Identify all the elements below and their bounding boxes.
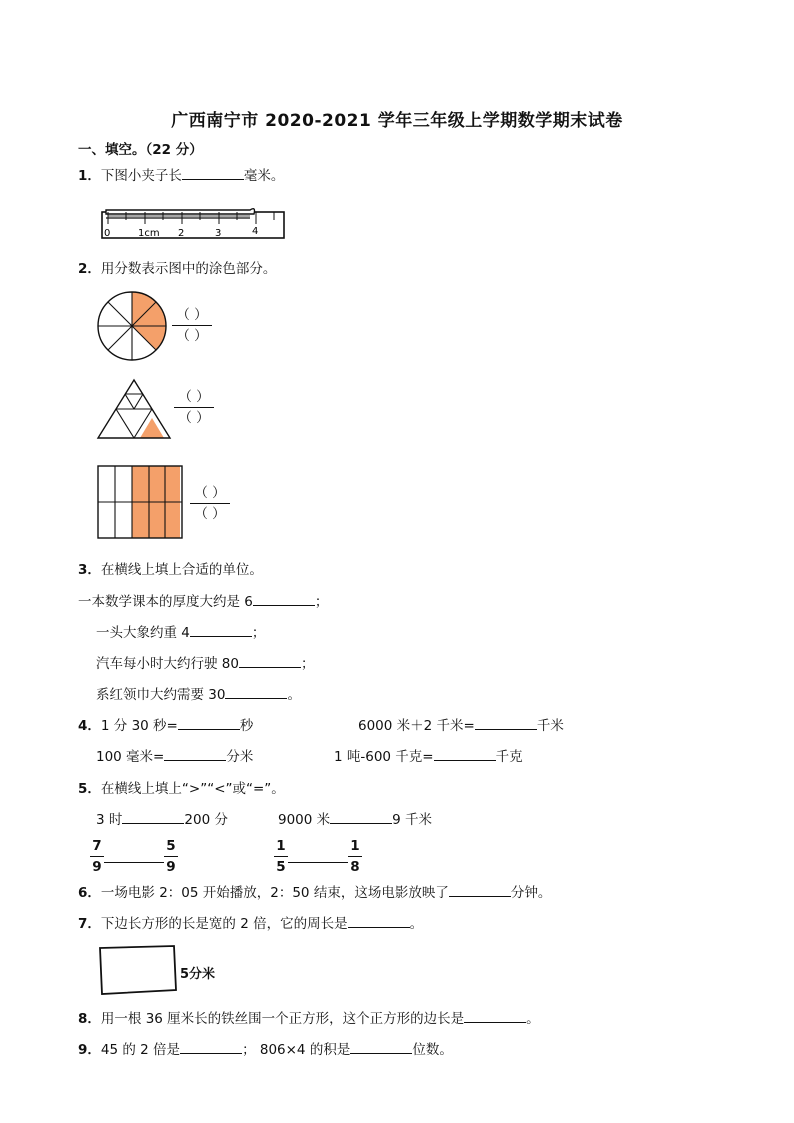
answer-blank[interactable] xyxy=(330,811,392,824)
answer-blank[interactable] xyxy=(164,748,226,761)
ruler-clip-figure xyxy=(100,198,290,246)
ruler-label-1cm: 1cm xyxy=(138,228,160,239)
rectangle-grid-figure xyxy=(96,464,184,540)
answer-blank[interactable] xyxy=(178,717,240,730)
question-4a: 4．1 分 30 秒= 秒 xyxy=(78,718,254,734)
fraction-answer[interactable]: （ ） （ ） xyxy=(174,389,214,426)
question-number: 1． xyxy=(78,168,101,184)
question-3: 3．在横线上填上合适的单位。 xyxy=(78,562,263,578)
question-7: 7．下边长方形的长是宽的 2 倍，它的周长是 。 xyxy=(78,916,424,932)
answer-blank[interactable] xyxy=(190,624,252,637)
fraction: 7 9 xyxy=(90,838,104,875)
question-9: 9．45 的 2 倍是 ； 806×4 的积是 位数。 xyxy=(78,1042,453,1058)
question-6: 6．一场电影 2：05 开始播放，2：50 结束，这场电影放映了 分钟。 xyxy=(78,885,552,901)
answer-blank[interactable] xyxy=(475,717,537,730)
q3-line: 一头大象约重 4 ； xyxy=(96,625,266,641)
question-8: 8．用一根 36 厘米长的铁丝围一个正方形，这个正方形的边长是 。 xyxy=(78,1011,540,1027)
answer-blank[interactable] xyxy=(180,1041,242,1054)
q3-line: 系红领巾大约需要 30 。 xyxy=(96,687,301,703)
q5-compare-a: 3 时 200 分 xyxy=(96,812,228,828)
question-4d: 1 吨-600 千克= 千克 xyxy=(334,749,523,765)
q3-line: 一本数学课本的厚度大约是 6 ； xyxy=(78,594,329,610)
circle-figure xyxy=(96,290,168,362)
q3-line: 汽车每小时大约行驶 80 ； xyxy=(96,656,315,672)
ruler-label-0: 0 xyxy=(104,228,111,239)
fraction: 1 8 xyxy=(348,838,362,875)
rectangle-figure xyxy=(98,944,178,996)
fraction-answer[interactable]: （ ） （ ） xyxy=(172,307,212,344)
answer-blank[interactable] xyxy=(464,1010,526,1023)
answer-blank[interactable] xyxy=(350,1041,412,1054)
fraction: 1 5 xyxy=(274,838,288,875)
ruler-label-2: 2 xyxy=(178,228,185,239)
question-4c: 100 毫米= 分米 xyxy=(96,749,254,765)
answer-blank[interactable] xyxy=(104,862,164,863)
question-5: 5．在横线上填上“>”“<”或“=”。 xyxy=(78,781,285,797)
ruler-label-3: 3 xyxy=(215,228,222,239)
side-length-label: 5分米 xyxy=(180,967,216,982)
page-title: 广西南宁市 2020-2021 学年三年级上学期数学期末试卷 xyxy=(171,111,623,131)
section-heading: 一、填空。（22 分） xyxy=(78,142,203,158)
question-4b: 6000 米＋2 千米= 千米 xyxy=(358,718,564,734)
q5-compare-b: 9000 米 9 千米 xyxy=(278,812,433,828)
answer-blank[interactable] xyxy=(239,655,301,668)
answer-blank[interactable] xyxy=(253,593,315,606)
answer-blank[interactable] xyxy=(225,686,287,699)
answer-blank[interactable] xyxy=(434,748,496,761)
answer-blank[interactable] xyxy=(449,884,511,897)
ruler-label-4: 4 xyxy=(252,226,259,237)
triangle-figure xyxy=(98,380,170,440)
question-2: 2．用分数表示图中的涂色部分。 xyxy=(78,261,277,277)
answer-blank[interactable] xyxy=(182,167,244,180)
answer-blank[interactable] xyxy=(288,862,348,863)
fraction-answer[interactable]: （ ） （ ） xyxy=(190,485,230,522)
question-1: 1．下图小夹子长 毫米。 xyxy=(78,168,285,184)
fraction: 5 9 xyxy=(164,838,178,875)
answer-blank[interactable] xyxy=(122,811,184,824)
answer-blank[interactable] xyxy=(348,915,410,928)
